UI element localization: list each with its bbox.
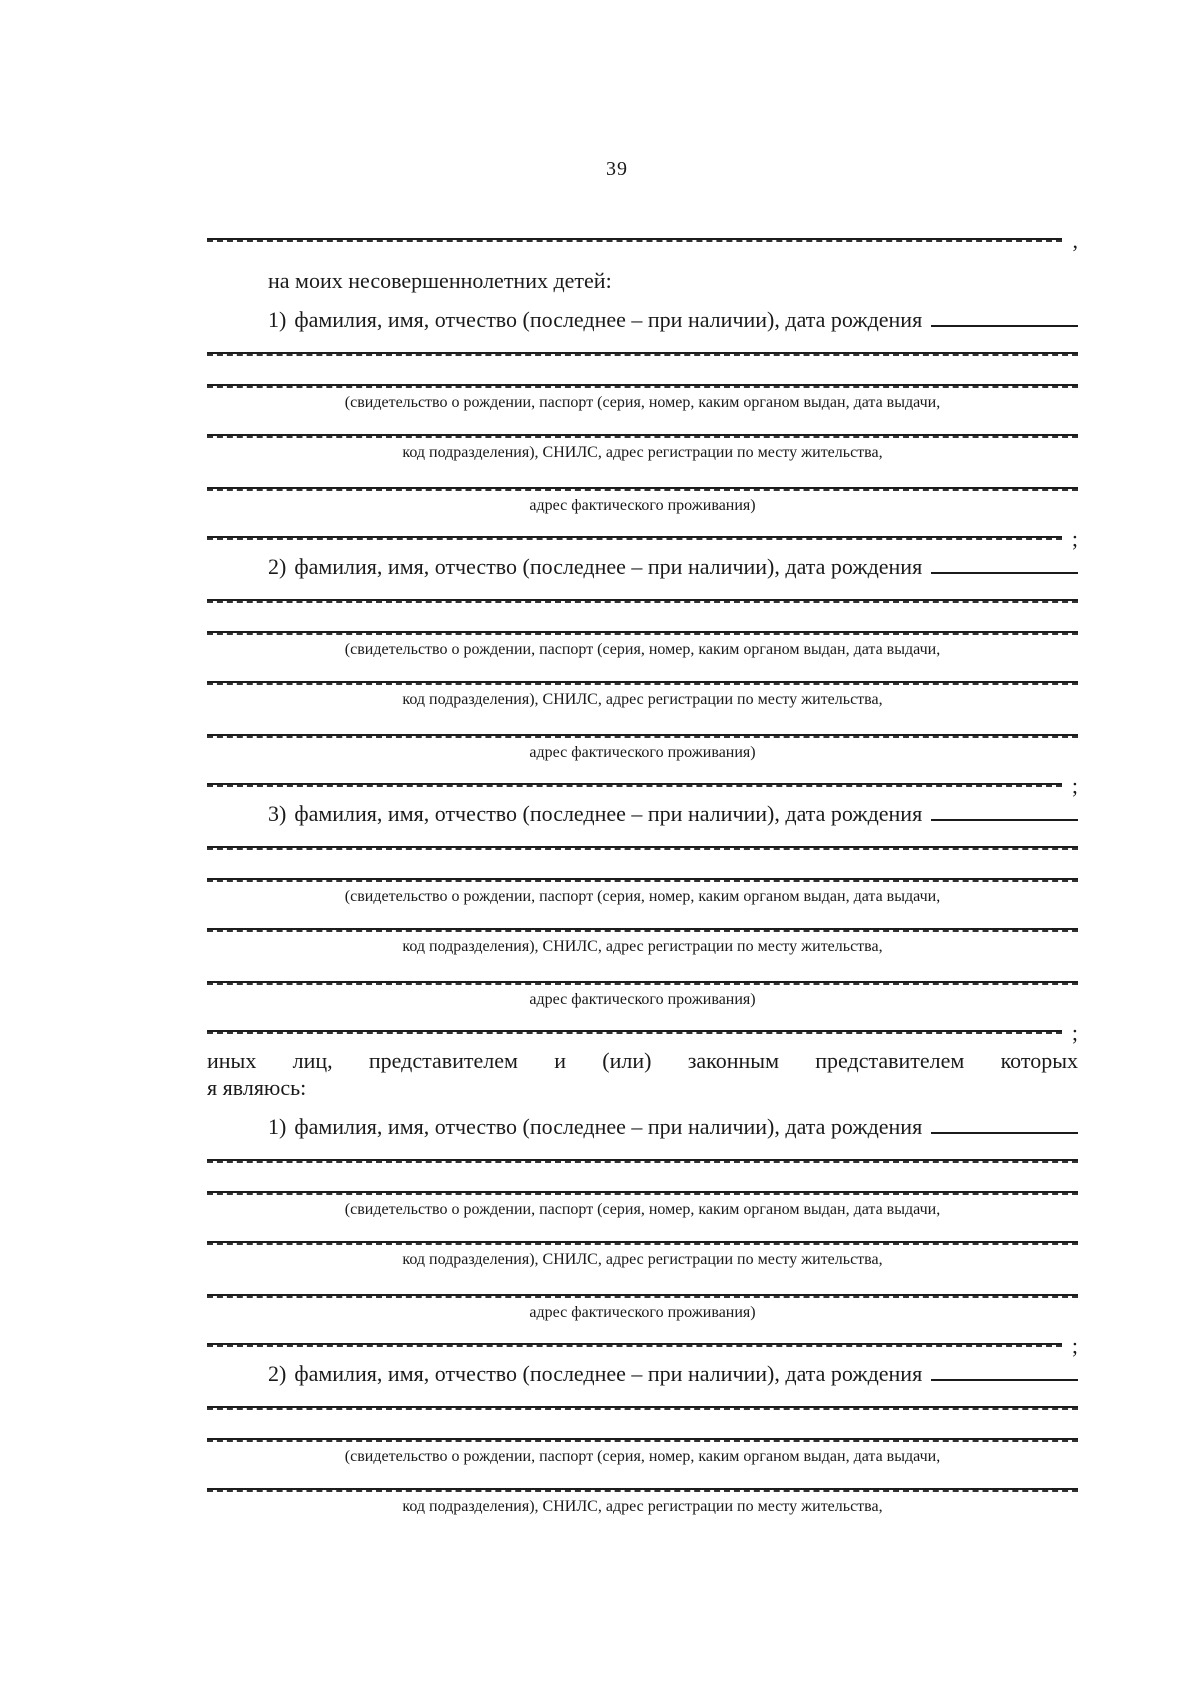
fill-line-row (207, 599, 1078, 604)
fill-line (207, 536, 1062, 541)
semicolon-mark: ; (1071, 1020, 1078, 1045)
fill-line (207, 1406, 1078, 1411)
fill-line (207, 352, 1078, 357)
fill-line (207, 1241, 1078, 1246)
doc-caption: (свидетельство о рождении, паспорт (серия, номер, каким органом выдан, дата выдачи, (344, 394, 941, 411)
fill-line (207, 928, 1078, 933)
fill-line (207, 631, 1078, 636)
entry-heading (207, 306, 1078, 333)
page-number: 39 (606, 158, 628, 180)
fill-line-row (207, 878, 1078, 883)
entry-number: 1) (268, 1114, 287, 1139)
fill-line-row (207, 846, 1078, 851)
fill-line-row (207, 1191, 1078, 1196)
child-entry-1 (207, 306, 1078, 551)
fill-line (207, 1191, 1078, 1196)
birthdate-fill-line (931, 572, 1078, 574)
fill-line-row (207, 734, 1078, 739)
fill-line-row (207, 352, 1078, 357)
fill-line-row (207, 487, 1078, 492)
fill-line (207, 783, 1062, 788)
represented-entry-2 (207, 1360, 1078, 1517)
fill-line-row (207, 1241, 1078, 1246)
section2-intro-line1: иных лиц, представителем и (или) законным представителем которых (207, 1048, 1078, 1073)
fill-line (207, 434, 1078, 439)
doc-caption: (свидетельство о рождении, паспорт (серия, номер, каким органом выдан, дата выдачи, (344, 641, 941, 658)
entry-heading (207, 800, 1078, 827)
entry-heading-text: фамилия, имя, отчество (последнее – при наличии), дата рождения (294, 1114, 923, 1139)
snils-caption: код подразделения), СНИЛС, адрес регистрации по месту жительства, (402, 938, 883, 955)
fill-line (207, 878, 1078, 883)
birthdate-fill-line (931, 1379, 1078, 1381)
continuation-fill-line (207, 228, 1078, 253)
snils-caption: код подразделения), СНИЛС, адрес регистрации по месту жительства, (402, 444, 883, 461)
doc-caption: (свидетельство о рождении, паспорт (серия, номер, каким органом выдан, дата выдачи, (344, 1448, 941, 1465)
fill-line (207, 238, 1062, 243)
fill-line-row (207, 434, 1078, 439)
entry-heading-text: фамилия, имя, отчество (последнее – при наличии), дата рождения (294, 801, 923, 826)
birthdate-fill-line (931, 1132, 1078, 1134)
entry-number: 1) (268, 307, 287, 332)
fill-line (207, 487, 1078, 492)
entry-heading-text: фамилия, имя, отчество (последнее – при наличии), дата рождения (294, 307, 923, 332)
entry-number: 2) (268, 554, 287, 579)
entry-heading-text: фамилия, имя, отчество (последнее – при наличии), дата рождения (294, 554, 923, 579)
fill-line (207, 1488, 1078, 1493)
fill-line-row (207, 681, 1078, 686)
entry-heading (207, 1113, 1078, 1140)
entry-heading-text: фамилия, имя, отчество (последнее – при наличии), дата рождения (294, 1361, 923, 1386)
represented-entry-1 (207, 1113, 1078, 1358)
fill-line-row (207, 1406, 1078, 1411)
fill-line-row (207, 928, 1078, 933)
fill-line (207, 1030, 1062, 1035)
entry-heading (207, 1360, 1078, 1387)
semicolon-mark: ; (1071, 773, 1078, 798)
address-caption: адрес фактического проживания) (529, 744, 756, 761)
birthdate-fill-line (931, 819, 1078, 821)
fill-line-row-end (207, 526, 1078, 551)
fill-line-row-end (207, 773, 1078, 798)
form-content (207, 228, 1078, 1517)
fill-line-row (207, 631, 1078, 636)
snils-caption: код подразделения), СНИЛС, адрес регистрации по месту жительства, (402, 1498, 883, 1515)
fill-line (207, 1159, 1078, 1164)
fill-line (207, 599, 1078, 604)
fill-line (207, 846, 1078, 851)
birthdate-fill-line (931, 325, 1078, 327)
fill-line-row (207, 1438, 1078, 1443)
fill-line (207, 734, 1078, 739)
child-entry-3 (207, 800, 1078, 1045)
doc-caption: (свидетельство о рождении, паспорт (серия, номер, каким органом выдан, дата выдачи, (344, 1201, 941, 1218)
address-caption: адрес фактического проживания) (529, 497, 756, 514)
address-caption: адрес фактического проживания) (529, 991, 756, 1008)
fill-line (207, 1438, 1078, 1443)
doc-caption: (свидетельство о рождении, паспорт (серия, номер, каким органом выдан, дата выдачи, (344, 888, 941, 905)
entry-number: 2) (268, 1361, 287, 1386)
comma-mark: , (1072, 228, 1078, 253)
fill-line-row (207, 1488, 1078, 1493)
address-caption: адрес фактического проживания) (529, 1304, 756, 1321)
fill-line-row-end (207, 1333, 1078, 1358)
fill-line-row (207, 1294, 1078, 1299)
fill-line (207, 384, 1078, 389)
entry-heading (207, 553, 1078, 580)
snils-caption: код подразделения), СНИЛС, адрес регистрации по месту жительства, (402, 1251, 883, 1268)
fill-line-row-end (207, 1020, 1078, 1045)
fill-line (207, 1343, 1062, 1348)
child-entry-2 (207, 553, 1078, 798)
semicolon-mark: ; (1071, 1333, 1078, 1358)
section1-intro: на моих несовершеннолетних детей: (268, 268, 612, 293)
snils-caption: код подразделения), СНИЛС, адрес регистрации по месту жительства, (402, 691, 883, 708)
fill-line-row (207, 981, 1078, 986)
fill-line (207, 981, 1078, 986)
section2-intro-line2: я являюсь: (207, 1075, 307, 1100)
semicolon-mark: ; (1071, 526, 1078, 551)
entry-number: 3) (268, 801, 287, 826)
fill-line (207, 1294, 1078, 1299)
fill-line (207, 681, 1078, 686)
fill-line-row (207, 384, 1078, 389)
fill-line-row (207, 1159, 1078, 1164)
